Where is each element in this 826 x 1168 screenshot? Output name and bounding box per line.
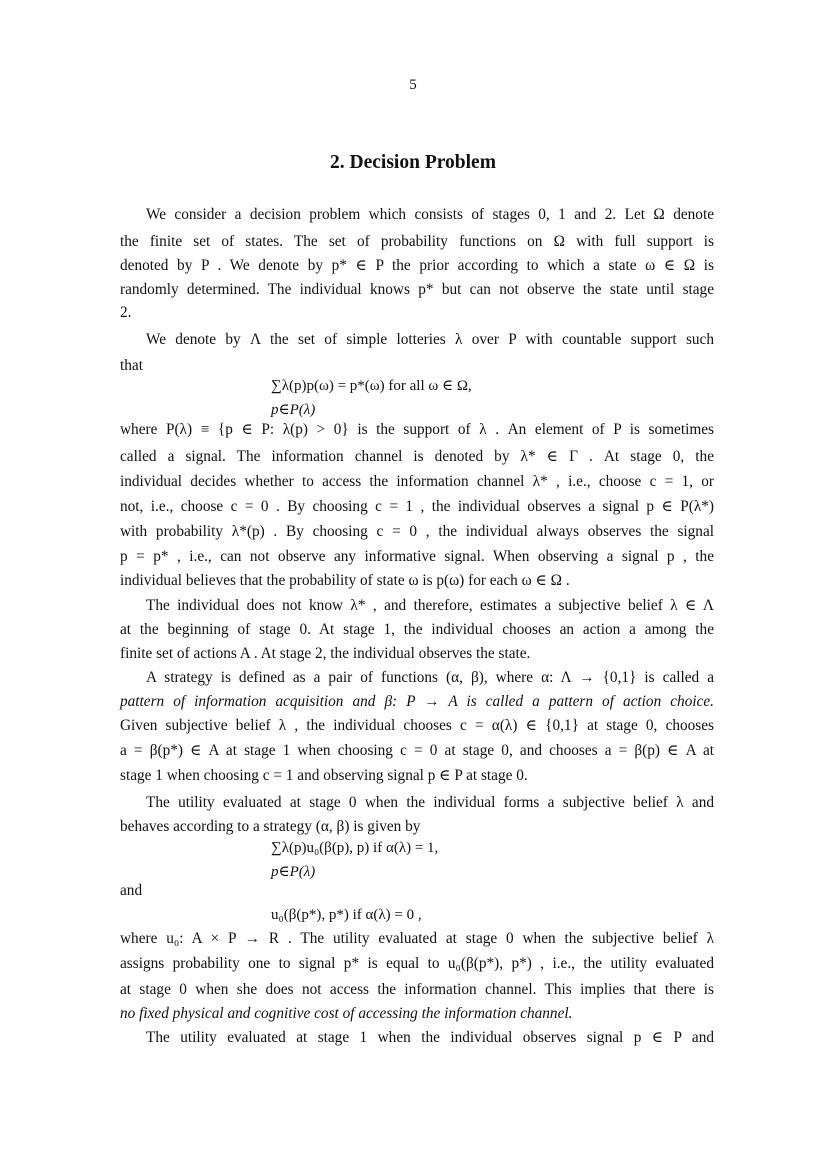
p3-line-4: not, i.e., choose c = 0 . By choosing c = 1 , the individual observes a signal p ∈ P(λ*) [120,498,714,515]
p6-line-2: behaves according to a strategy (α, β) is given by [120,818,421,835]
equation-1-subscript: p∈P(λ) [271,402,316,418]
p1-line-5: 2. [120,304,132,321]
equation-2-subscript: p∈P(λ) [271,864,316,880]
p3-line-7: individual believes that the probability of state ω is p(ω) for each ω ∈ Ω . [120,572,570,589]
p1-line-3: denoted by P . We denote by p* ∈ P the prior according to which a state ω ∈ Ω is [120,257,714,274]
page-number: 5 [409,77,417,93]
p5-line-4: a = β(p*) ∈ A at stage 1 when choosing c = 0 at stage 0, and chooses a = β(p) ∈ A at [120,742,714,759]
p7-line-1: where u₀: A × P → R . The utility evaluated at stage 0 when the subjective belief λ [120,930,714,947]
p3-line-6: p = p* , i.e., can not observe any informative signal. When observing a signal p , the [120,548,714,565]
p1-line-2: the finite set of states. The set of probability functions on Ω with full support is [120,233,714,250]
p5-line-2: pattern of information acquisition and β: P → A is called a pattern of action choice. [120,693,714,710]
equation-1: ∑λ(p)p(ω) = p*(ω) for all ω ∈ Ω, [271,378,472,394]
equation-3: u₀(β(p*), p*) if α(λ) = 0 , [271,907,422,923]
p3-line-3: individual decides whether to access the information channel λ* , i.e., choose c = 1, or [120,473,714,490]
and-connector: and [120,882,143,899]
p3-line-1: where P(λ) ≡ {p ∈ P: λ(p) > 0} is the support of λ . An element of P is sometimes [120,421,714,438]
p4-line-1: The individual does not know λ* , and therefore, estimates a subjective belief λ ∈ Λ [146,597,714,614]
p5-line-5: stage 1 when choosing c = 1 and observing signal p ∈ P at stage 0. [120,767,528,784]
p2-line-1: We denote by Λ the set of simple lotteries λ over P with countable support such [146,331,714,348]
p7-line-4: no fixed physical and cognitive cost of accessing the information channel. [120,1005,573,1022]
p5-line-1: A strategy is defined as a pair of functions (α, β), where α: Λ → {0,1} is called a [146,669,714,686]
p6-line-1: The utility evaluated at stage 0 when the individual forms a subjective belief λ and [146,794,714,811]
p8-line-1: The utility evaluated at stage 1 when the individual observes signal p ∈ P and [146,1029,714,1046]
p3-line-2: called a signal. The information channel is denoted by λ* ∈ Γ . At stage 0, the [120,448,714,465]
p1-line-1: We consider a decision problem which consists of stages 0, 1 and 2. Let Ω denote [146,206,714,223]
p7-line-2: assigns probability one to signal p* is equal to u₀(β(p*), p*) , i.e., the utility evaluated [120,955,714,972]
p3-line-5: with probability λ*(p) . By choosing c = 0 , the individual always observes the signal [120,523,714,540]
p2-line-2: that [120,357,143,374]
p5-line-3: Given subjective belief λ , the individual chooses c = α(λ) ∈ {0,1} at stage 0, chooses [120,717,714,734]
p4-line-3: finite set of actions A . At stage 2, the individual observes the state. [120,645,531,662]
p4-line-2: at the beginning of stage 0. At stage 1, the individual chooses an action a among the [120,621,714,638]
p1-line-4: randomly determined. The individual knows p* but can not observe the state until stage [120,281,714,298]
section-title: 2. Decision Problem [330,152,496,173]
equation-2: ∑λ(p)u₀(β(p), p) if α(λ) = 1, [271,840,439,856]
p7-line-3: at stage 0 when she does not access the information channel. This implies that there is [120,981,714,998]
